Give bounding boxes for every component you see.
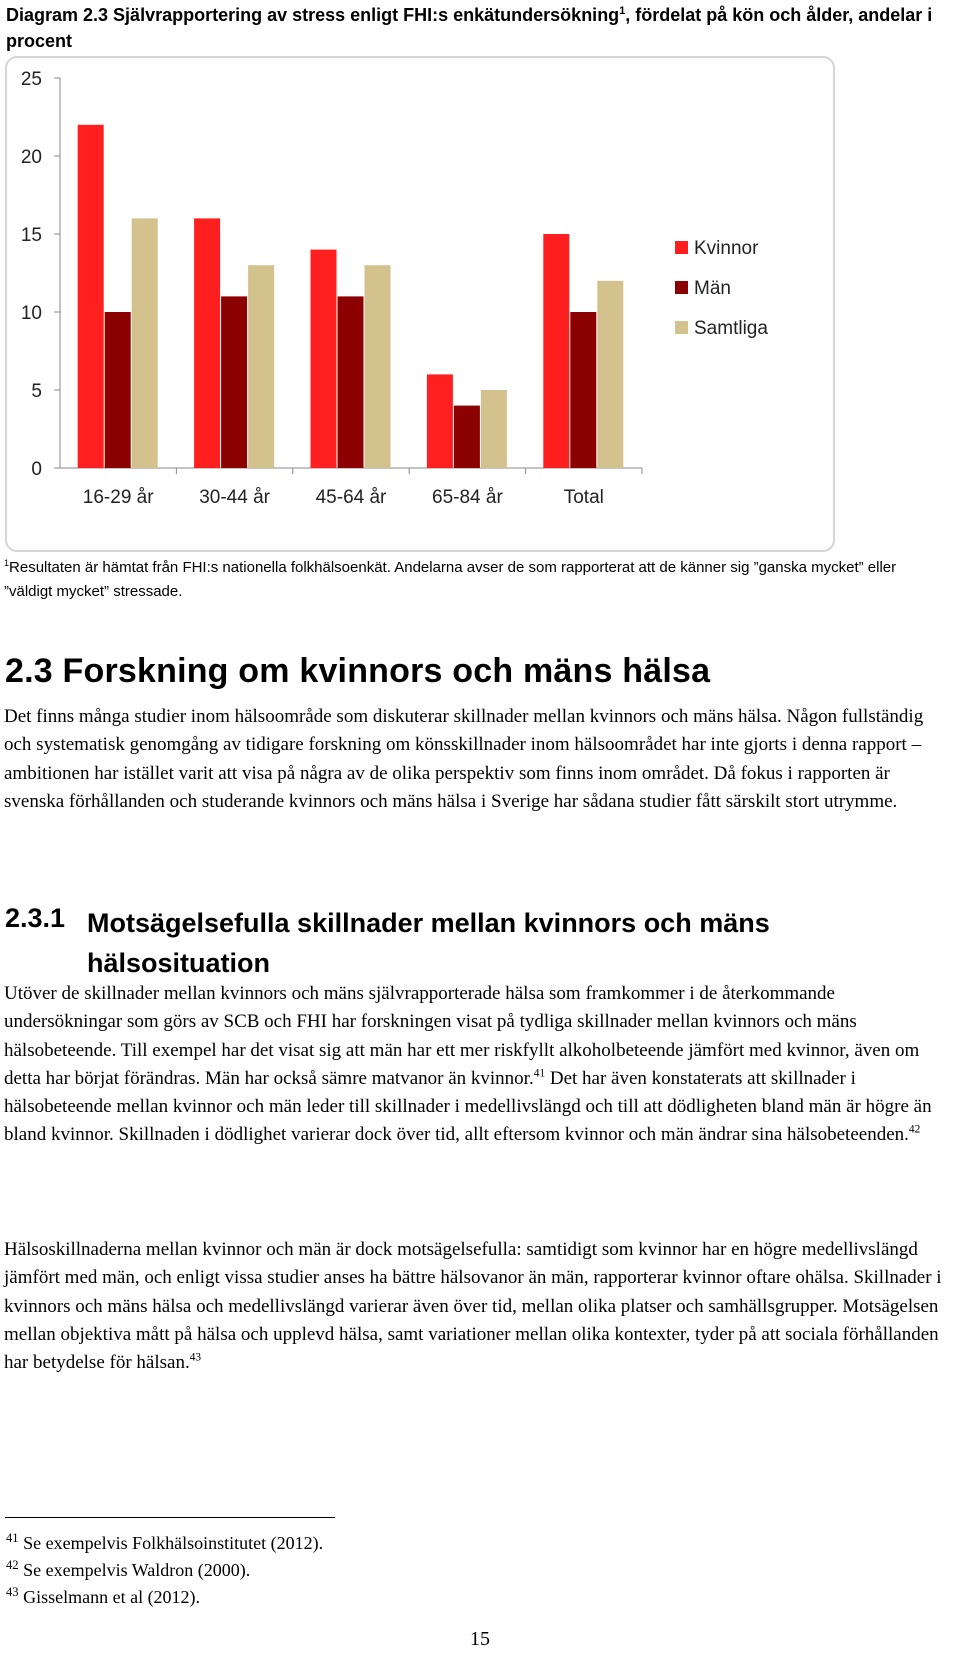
bar-kvinnor <box>311 250 337 468</box>
legend-swatch <box>675 321 688 334</box>
bar-kvinnor <box>427 374 453 468</box>
footnote-number: 42 <box>6 1558 19 1572</box>
chart-note <box>4 556 934 604</box>
footnote-text: Gisselmann et al (2012). <box>23 1587 201 1607</box>
diagram-caption <box>6 2 936 54</box>
chart-note-text: Resultaten är hämtat från FHI:s nationella folkhälsoenkät. Andelarna avser de som rapporterat att de känner sig ”ganska mycket” eller ”väldigt mycket” stressade. <box>4 559 897 600</box>
y-tick-label: 0 <box>31 459 42 480</box>
page-number: 15 <box>470 1628 490 1650</box>
footnote-text: Se exempelvis Folkhälsoinstitutet (2012). <box>23 1533 324 1553</box>
legend-swatch <box>675 241 688 254</box>
bar-män <box>454 406 480 468</box>
section-heading: 2.3 Forskning om kvinnors och mäns hälsa <box>5 652 711 690</box>
paragraph-text: Utöver de skillnader mellan kvinnors och mäns självrapporterade hälsa som framkommer i de återkommande undersökningar som görs av SCB och FHI har forskningen visat på tydliga skillnader mellan kvinnors och mäns hälsobeteende. Till exempel har det visat sig att män har ett mer riskfyllt alkoholbeteende jämfört med kvinnor, även om detta har börjat förändras. Män har också sämre matvanor än kvinnor. <box>4 983 920 1089</box>
x-tick-label: 30-44 år <box>199 487 270 508</box>
footnote-number: 43 <box>6 1585 19 1599</box>
bar-män <box>105 312 131 468</box>
footnote-ref-42: 42 <box>908 1124 921 1137</box>
legend-label: Män <box>694 278 731 299</box>
footnote-41 <box>6 1530 906 1557</box>
footnote-43 <box>6 1584 906 1611</box>
bar-samtliga <box>365 265 391 468</box>
subsection-paragraph-2 <box>4 1236 954 1377</box>
footnotes <box>6 1530 906 1611</box>
footnote-42 <box>6 1557 906 1584</box>
caption-text: Diagram 2.3 Självrapportering av stress enligt FHI:s enkätundersökning <box>6 5 620 25</box>
y-tick-label: 10 <box>20 303 42 324</box>
footnote-divider <box>5 1517 335 1518</box>
bar-samtliga <box>248 265 274 468</box>
y-tick-label: 15 <box>20 225 42 246</box>
paragraph-text: Det har även konstaterats att skillnader i hälsobeteende mellan kvinnor och män leder till skillnader i medellivslängd och till att dödligheten bland män är högre än bland kvinnor. Skillnaden i dödlighet varierar dock över tid, allt eftersom kvinnor och män ändrar sina hälsobeteenden. <box>4 1067 932 1146</box>
footnote-ref-43: 43 <box>189 1351 202 1364</box>
y-tick-label: 5 <box>31 381 42 402</box>
footnote-ref-41: 41 <box>533 1067 546 1080</box>
legend-label: Samtliga <box>694 318 768 339</box>
bar-samtliga <box>481 390 507 468</box>
subsection-number: 2.3.1 <box>5 903 66 933</box>
section-paragraph: Det finns många studier inom hälsoområde som diskuterar skillnader mellan kvinnors och mäns hälsa. Någon fullständig och systematisk genomgång av tidigare forskning om könsskillnader inom hälsoområdet har inte gjorts i denna rapport – ambitionen har istället varit att visa på några av de olika perspektiv som finns inom området. Då fokus i rapporten är svenska förhållanden och studerande kvinnors och mäns hälsa i Sverige har sådana studier fått särskilt stort utrymme. <box>4 706 924 812</box>
x-tick-label: 65-84 år <box>432 487 503 508</box>
paragraph-text: Hälsoskillnaderna mellan kvinnor och män är dock motsägelsefulla: samtidigt som kvinnor har en högre medellivslängd jämfört med män, och enligt vissa studier anses ha bättre hälsovanor än män, rapporterar kvinnor oftare ohälsa. Skillnader i kvinnors och mäns hälsa och medellivslängd varierar även över tid, mellan olika platser och samhällsgrupper. Motsägelsen mellan objektiva mått på hälsa och upplevd hälsa, samt variationer mellan olika kontexter, tyder på att sociala förhållanden har betydelse för hälsan. <box>4 1239 942 1374</box>
bar-kvinnor <box>543 234 569 468</box>
caption-text-end: , fördelat på kön och ålder, andelar i procent <box>6 5 933 51</box>
bar-samtliga <box>132 218 158 468</box>
legend-label: Kvinnor <box>694 238 759 259</box>
bar-kvinnor <box>78 125 104 468</box>
bar-kvinnor <box>194 218 220 468</box>
subsection-paragraph-1 <box>4 980 954 1150</box>
bar-samtliga <box>597 281 623 468</box>
x-tick-label: Total <box>563 487 604 508</box>
caption-footnote-marker: 1 <box>619 5 626 17</box>
x-tick-label: 45-64 år <box>315 487 387 508</box>
x-tick-label: 16-29 år <box>82 487 154 508</box>
chart-note-marker: 1 <box>4 558 10 568</box>
bar-män <box>570 312 596 468</box>
stress-bar-chart <box>0 56 840 556</box>
subsection-title: Motsägelsefulla skillnader mellan kvinnors och mäns hälsosituation <box>87 908 770 978</box>
y-tick-label: 25 <box>20 69 42 90</box>
footnote-number: 41 <box>6 1531 19 1545</box>
y-tick-label: 20 <box>20 147 42 168</box>
footnote-text: Se exempelvis Waldron (2000). <box>23 1560 251 1580</box>
legend-swatch <box>675 281 688 294</box>
bar-män <box>221 296 247 468</box>
bar-män <box>338 296 364 468</box>
